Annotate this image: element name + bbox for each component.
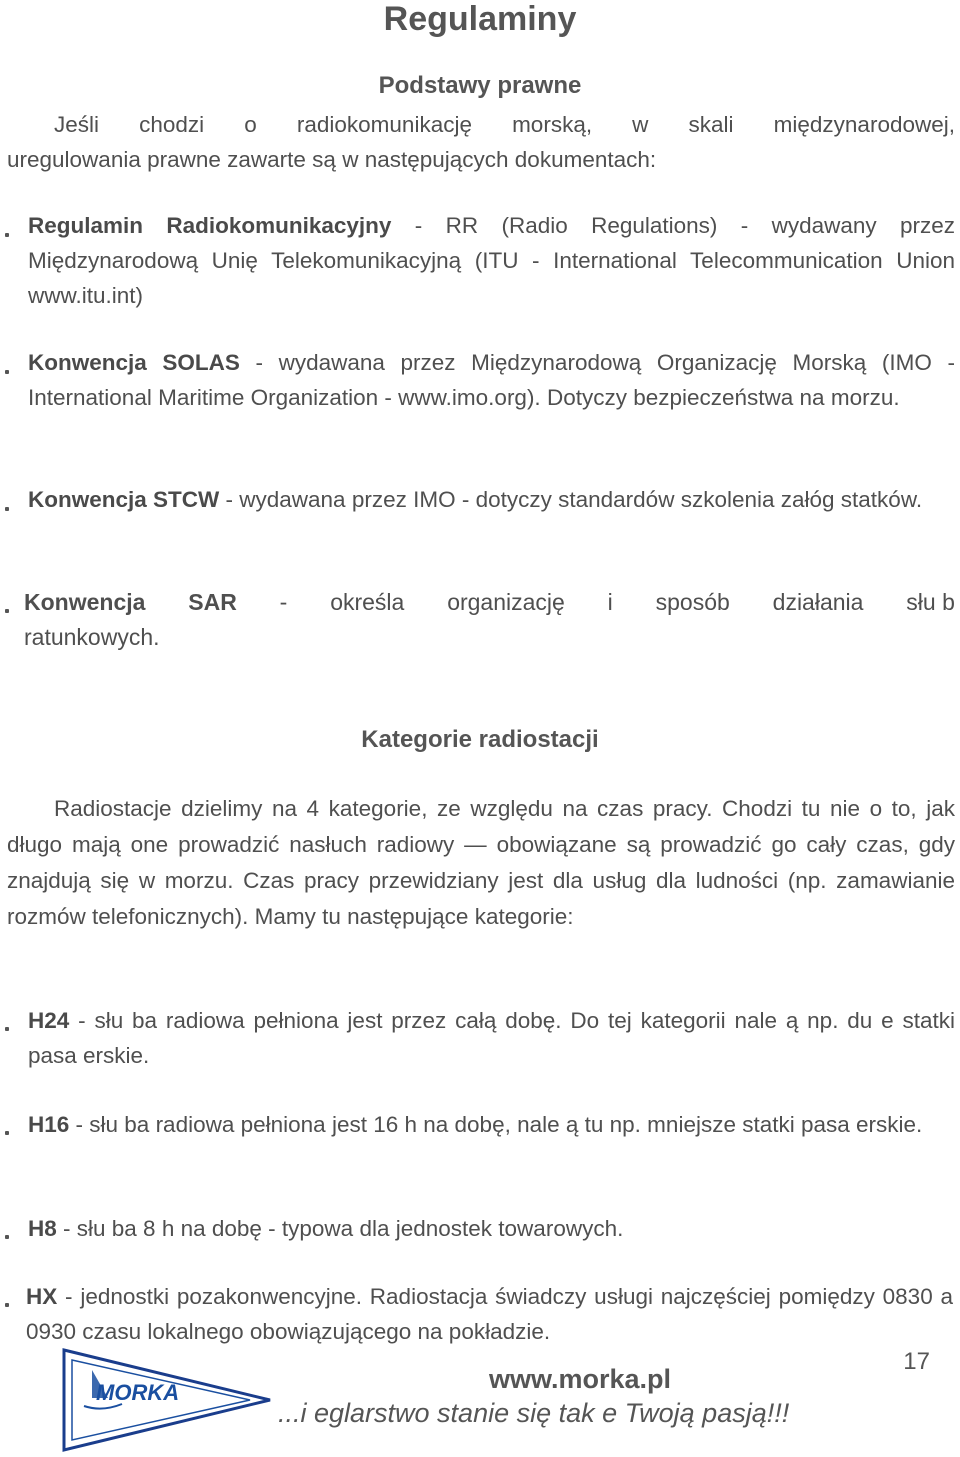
category-code: H8: [28, 1216, 57, 1241]
category-h8: [28, 1211, 955, 1246]
item-title: Konwencja SOLAS: [28, 350, 240, 375]
sar-word: -: [279, 589, 288, 615]
bullet-icon: [5, 370, 9, 374]
list-item-stcw: [28, 482, 955, 517]
sar-word: sposób: [655, 589, 730, 615]
category-h24: [28, 1003, 955, 1073]
category-hx: [26, 1279, 953, 1349]
section-heading-categories: Kategorie radiostacji: [361, 726, 599, 753]
category-text: - słu ba 8 h na dobę - typowa dla jednostek towarowych.: [56, 1216, 624, 1241]
item-text: - RR (Radio Regulations) - wydawany przez Międzynarodową Unię Telekomunikacyjną (ITU - International Telecommunication Union www.itu.int): [28, 213, 955, 308]
item-text: - wydawana przez IMO - dotyczy standardów szkolenia załóg statków.: [219, 487, 923, 512]
list-item-radio-regulations: [28, 208, 955, 313]
intro-line-1: Jeśli chodzi o radiokomunikację morską, w skali międzynarodowej,: [54, 112, 955, 137]
page-number: 17: [903, 1348, 930, 1375]
bullet-icon: [5, 1131, 9, 1135]
sar-word: Konwencja: [24, 589, 146, 615]
sar-word: SAR: [188, 589, 237, 615]
category-text: - słu ba radiowa pełniona jest 16 h na dobę, nale ą tu np. mniejsze statki pasa erskie.: [69, 1112, 923, 1137]
category-code: H16: [28, 1112, 70, 1137]
item-text: - wydawana przez Międzynarodową Organizację Morską (IMO - International Maritime Organization - www.imo.org). Dotyczy bezpieczeństwa na morzu.: [28, 350, 955, 410]
bullet-icon: [5, 233, 9, 237]
website-link[interactable]: www.morka.pl: [488, 1364, 672, 1394]
bullet-icon: [5, 1235, 9, 1239]
logo-text: MORKA: [96, 1380, 180, 1405]
category-code: H24: [28, 1008, 70, 1033]
intro-line-2: uregulowania prawne zawarte są w następujących dokumentach:: [7, 147, 657, 172]
section-heading-legal-basis: Podstawy prawne: [378, 72, 582, 99]
slogan: ...i eglarstwo stanie się tak e Twoją pasją!!!: [278, 1398, 790, 1428]
sar-word: organizację: [447, 589, 565, 615]
bullet-icon: [5, 609, 9, 613]
category-text: - jednostki pozakonwencyjne. Radiostacja świadczy usługi najczęściej pomiędzy 0830 a 0930 czasu lokalnego obowiązującego na pokładzie.: [26, 1284, 953, 1344]
sar-word: działania: [772, 589, 864, 615]
item-title: Konwencja STCW: [28, 487, 220, 512]
page-title: Regulaminy: [383, 0, 577, 38]
list-item-sar: [24, 585, 955, 620]
bullet-icon: [5, 1303, 9, 1307]
sar-word: i: [607, 589, 613, 615]
list-item-solas: [28, 345, 955, 415]
bullet-icon: [5, 1027, 9, 1031]
sar-line-2: ratunkowych.: [24, 624, 160, 650]
sar-word: określa: [330, 589, 405, 615]
sar-word: słu b: [906, 589, 955, 615]
category-text: - słu ba radiowa pełniona jest przez całą dobę. Do tej kategorii nale ą np. du e statki pasa erskie.: [28, 1008, 955, 1068]
category-code: HX: [26, 1284, 58, 1309]
categories-paragraph: Radiostacje dzielimy na 4 kategorie, ze względu na czas pracy. Chodzi tu nie o to, jak długo mają one prowadzić nasłuch radiowy — obowiązane są prowadzić go cały czas, gdy znajdują się w morzu. Czas pracy przewidziany jest dla usług dla ludności (np. zamawianie rozmów telefonicznych). Mamy tu następujące kategorie:: [7, 796, 955, 929]
item-title: Regulamin Radiokomunikacyjny: [28, 213, 392, 238]
category-h16: [28, 1107, 955, 1142]
bullet-icon: [5, 507, 9, 511]
